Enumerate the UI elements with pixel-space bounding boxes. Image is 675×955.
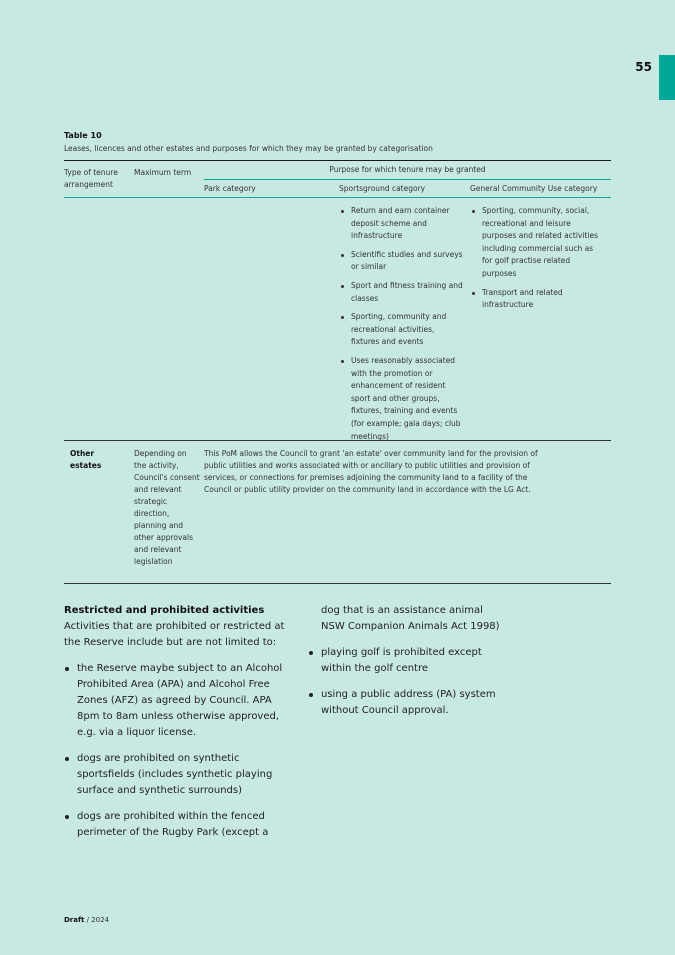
section-tab-marker [659,55,675,100]
footer-year: / 2024 [86,916,110,924]
right-column [308,603,508,729]
header-sportsground: Sportsground category [339,184,426,193]
section-heading: Restricted and prohibited activities [64,605,265,616]
list-item: using a public address (PA) system without Council approval. [308,687,508,719]
header-bottom-rule [64,197,611,198]
header-park: Park category [204,184,256,193]
list-item: playing golf is prohibited except within the golf centre [308,645,508,677]
community-cell [470,205,598,318]
list-item: dogs are prohibited within the fenced perimeter of the Rugby Park (except a [64,809,286,841]
header-community: General Community Use category [470,184,598,193]
footer [64,916,109,924]
list-item: dogs are prohibited on synthetic sportsfields (includes synthetic playing surface and synthetic surrounds) [64,751,286,799]
sportsground-cell [339,205,464,449]
table-title: Table 10 [64,131,102,140]
purpose-header-rule [204,179,611,180]
list-item: Sport and fitness training and classes [339,280,464,305]
list-item: the Reserve maybe subject to an Alcohol Prohibited Area (APA) and Alcohol Free Zones (AFZ) as agreed by Council. APA 8pm to 8am unless otherwise approved, e.g. via a liquor license. [64,661,286,741]
section-intro: Activities that are prohibited or restricted at the Reserve include but are not limited to: [64,621,285,648]
header-purpose: Purpose for which tenure may be granted [329,165,486,174]
table-top-rule [64,160,611,161]
other-estates-max-term: Depending on the activity, Council's consent and relevant strategic direction, planning and other approvals and relevant legislation [134,449,200,566]
table-bottom-rule [64,583,611,584]
list-item: Sporting, community, social, recreational and leisure purposes and related activities including commercial such as for golf practise related purposes [470,205,598,281]
list-item: Sporting, community and recreational activities, fixtures and events [339,311,464,349]
list-item: Transport and related infrastructure [470,287,598,312]
list-item-continuation: dog that is an assistance animal NSW Companion Animals Act 1998) [321,605,500,632]
row-divider [64,440,611,441]
header-tenure: Type of tenure arrangement [64,168,118,189]
left-column [64,603,286,851]
page-number: 55 [635,60,652,74]
list-item: Scientific studies and surveys or similar [339,249,464,274]
table-caption: Leases, licences and other estates and purposes for which they may be granted by categorisation [64,144,433,153]
other-estates-purpose: This PoM allows the Council to grant 'an estate' over community land for the provision of public utilities and works associated with or ancillary to public utilities and provision of services, or connections for premises adjoining the community land to a facility of the Council or public utility provider on the community land in accordance with the LG Act. [204,449,538,494]
list-item: Uses reasonably associated with the promotion or enhancement of resident sport and other groups, fixtures, training and events (for example; gala days; club meetings) [339,355,464,443]
list-item: Return and earn container deposit scheme and infrastructure [339,205,464,243]
footer-draft: Draft [64,916,85,924]
other-estates-label: Other estates [70,449,102,470]
header-max-term: Maximum term [134,168,192,177]
